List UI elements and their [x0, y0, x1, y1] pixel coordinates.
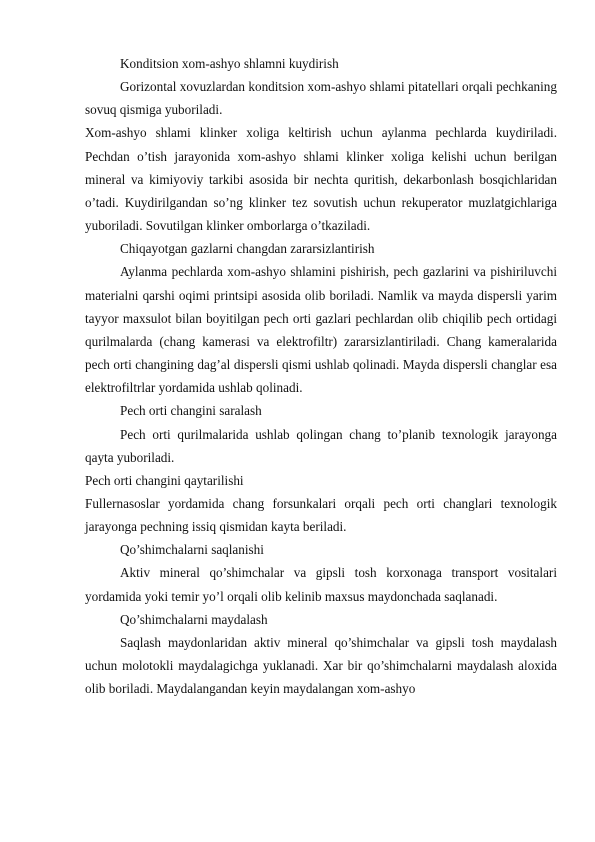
paragraph-additives-storage: Aktiv mineral qo’shimchalar va gipsli tosh korxonaga transport vositalari yordamida yoki temir yo’l orqali olib kelinib maxsus maydonchada saqlanadi. — [85, 565, 557, 604]
paragraph-shlam-feeding: Gorizontal xovuzlardan konditsion xom-ashyo shlami pitatellari orqali pechkaning sovuq qismiga yuboriladi. — [85, 79, 557, 118]
section-heading-clinker-burning: Konditsion xom-ashyo shlamni kuydirish — [120, 56, 339, 71]
section-heading-additives-crushing: Qo’shimchalarni maydalash — [120, 611, 268, 627]
section-heading-gas-cleaning: Chiqayotgan gazlarni changdan zararsizlantirish — [120, 241, 375, 257]
section-heading-additives-storage: Qo’shimchalarni saqlanishi — [120, 542, 264, 558]
paragraph-kiln-burning: Xom-ashyo shlami klinker xoliga keltirish uchun aylanma pechlarda kuydiriladi. Pechdan o’tish jarayonida xom-ashyo shlami klinker xoliga kelishi uchun berilgan mineral va kimiyoviy tarkibi asosida bir nechta quritish, dekarbonlash bosqichlaridan o’tadi. Kuydirilgandan so’ng klinker tez sovutish uchun rekuperator muzlatgichlariga yuboriladi. Sovutilgan klinker omborlarga o’tkaziladi. — [85, 125, 557, 234]
document-page — [85, 52, 557, 700]
paragraph-gas-cleaning: Aylanma pechlarda xom-ashyo shlamini pishirish, pech gazlarini va pishiriluvchi materialni qarshi oqimi printsipi asosida olib boriladi. Namlik va mayda dispersli yarim tayyor maxsulot bilan boyitilgan pech orti gazlari pechlardan olib chiqilib pech ortidagi qurilmalarda (chang kamerasi va elektrofiltr) zararsizlantiriladi. Chang kameralarida pech orti changining dag’al dispersli qismi ushlab qolinadi. Mayda dispersli changlar esa elektrofiltrlar yordamida ushlab qolinadi. — [85, 264, 557, 396]
section-heading-dust-return: Pech orti changini qaytarilishi — [85, 472, 244, 488]
paragraph-dust-return: Fullernasoslar yordamida chang forsunkalari orqali pech orti changlari texnologik jarayonga pechning issiq qismidan kayta beriladi. — [85, 495, 557, 535]
section-heading-dust-sorting: Pech orti changini saralash — [120, 403, 262, 419]
paragraph-additives-crushing: Saqlash maydonlaridan aktiv mineral qo’shimchalar va gipsli tosh maydalash uchun molotokli maydalagichga yuklanadi. Xar bir qo’shimchalarni maydalash aloxida olib boriladi. Maydalangandan keyin maydalangan xom-ashyo — [85, 634, 557, 697]
paragraph-dust-sorting: Pech orti qurilmalarida ushlab qolingan chang to’planib texnologik jarayonga qayta yuboriladi. — [85, 426, 557, 465]
